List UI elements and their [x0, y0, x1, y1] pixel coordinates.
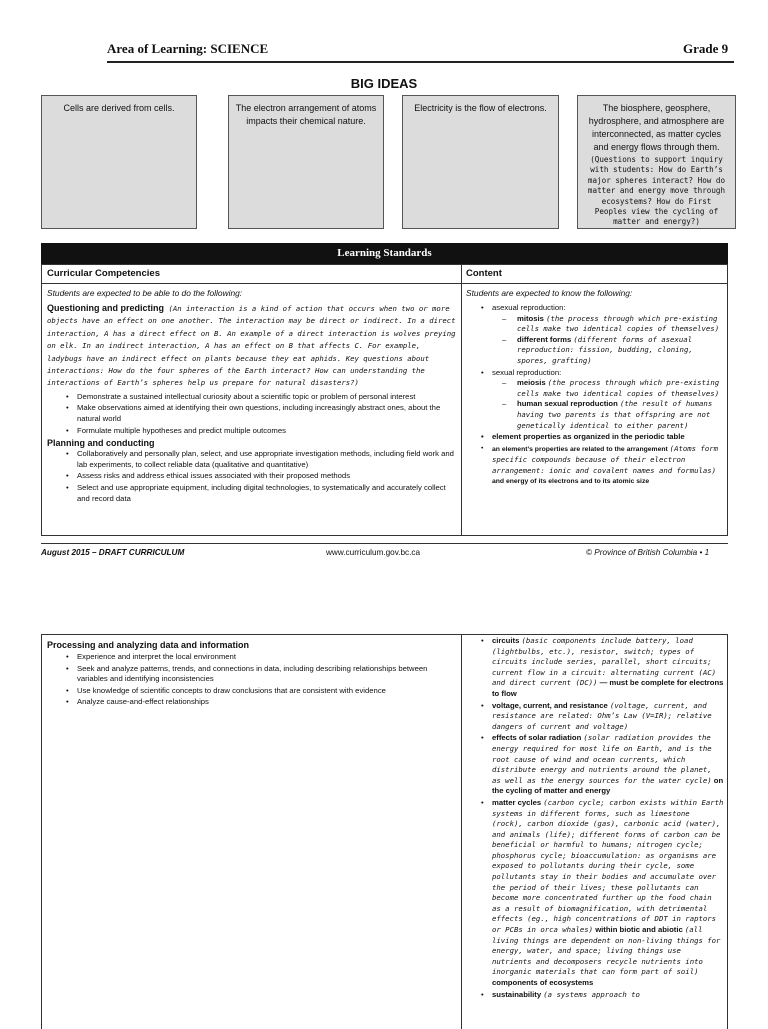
list-item: [478, 368, 724, 432]
biotic-note: (all living things are dependent on non-living things for energy, water, and space; living things use nutrients and decomposers recycle nutrients into inorganic materials that can form part of soil): [492, 925, 721, 977]
arrangement-label: an element’s properties are related to the arrangement: [492, 445, 668, 453]
competencies-column: [47, 288, 457, 505]
sub-item: – mitosis (the process through which pre-existing cells make two identical copies of themselves): [502, 313, 720, 334]
processing-heading: Processing and analyzing data and information: [47, 640, 250, 650]
components-label: components of ecosystems: [492, 978, 594, 987]
list-item: • Analyze cause-and-effect relationships: [63, 697, 457, 708]
big-idea-card: [228, 95, 384, 229]
human-reproduction-note: (the result of humans having two parents is that offspring are not genetically identical to either parent): [517, 399, 713, 430]
arrangement-tail: and energy of its electrons and to its atomic size: [492, 477, 650, 485]
content-heading: Content: [466, 268, 502, 279]
footer-website-link[interactable]: www.curriculum.gov.bc.ca: [326, 548, 421, 557]
footer-draft: August 2015 – DRAFT CURRICULUM: [41, 548, 185, 557]
arrangement-note: (Atoms form specific compounds because of their electron arrangement: ionic and covalent names and formulas): [492, 443, 718, 475]
circuits-tail: — must be complete for electrons to flow: [492, 678, 724, 698]
list-item: [478, 733, 724, 797]
learning-standards-header: Learning Standards: [41, 243, 728, 264]
sustainability-note: (a systems approach to: [543, 989, 640, 999]
list-item: [478, 636, 724, 700]
column-divider: [461, 264, 462, 536]
list-item: • Select and use appropriate equipment, including digital technologies, to systematically and accurately collect and record data: [63, 483, 457, 504]
list-item: • Formulate multiple hypotheses and predict multiple outcomes: [63, 426, 457, 437]
content-list: [466, 303, 724, 487]
solar-tail: on the cycling of matter and energy: [492, 775, 724, 796]
processing-column: [47, 640, 457, 709]
big-idea-text: Cells are derived from cells.: [63, 103, 175, 113]
big-idea-text: The biosphere, geosphere, hydrosphere, and atmosphere are interconnected, as matter cycles and energy flows through them.: [588, 103, 725, 152]
copyright-text: © Province of British Columbia: [586, 548, 698, 557]
questioning-list: [47, 392, 457, 436]
voltage-note: (voltage, current, and resistance are related: Ohm’s Law (V=IR); relative dangers of current and voltage): [492, 700, 712, 731]
planning-heading: Planning and conducting: [47, 438, 155, 449]
list-item: • Demonstrate a sustained intellectual curiosity about a scientific topic or problem of personal interest: [63, 392, 457, 403]
list-item: [478, 701, 724, 733]
big-idea-card: [577, 95, 736, 229]
big-idea-text: Electricity is the flow of electrons.: [414, 103, 547, 113]
circuits-note: (basic components include battery, load (lightbulbs, etc.), resistor, switch; types of circuits include series, parallel, short circuits; current flow in a circuit: alternating current (AC) and direct current (DC)): [492, 636, 717, 688]
mitosis-label: mitosis: [517, 313, 544, 323]
meiosis-label: meiosis: [517, 378, 546, 388]
footer-rule: [41, 543, 728, 544]
list-item: • Use knowledge of scientific concepts to draw conclusions that are consistent with evidence: [63, 686, 457, 697]
big-idea-card: [402, 95, 559, 229]
sub-item: – meiosis (the process through which pre-existing cells make two identical copies of themselves): [502, 378, 720, 398]
list-item: • Experience and interpret the local environment: [63, 652, 457, 663]
page2-content-list: [466, 636, 724, 1000]
human-reproduction-label: human sexual reproduction: [517, 399, 618, 409]
sub-item: – human sexual reproduction (the result of humans having two parents is that offspring are not genetically identical to either parent): [502, 399, 713, 430]
header-rule: [107, 61, 734, 63]
sub-item: – different forms (different forms of asexual reproduction: fission, budding, cloning, spores, grafting): [502, 334, 693, 365]
matter-cycles-tail: within biotic and abiotic: [595, 925, 683, 935]
page2-column-divider: [461, 634, 462, 1029]
competencies-intro: Students are expected to be able to do the following:: [47, 288, 243, 298]
matter-cycles-label: matter cycles: [492, 797, 542, 807]
solar-note: (solar radiation provides the energy required for most life on Earth, and is the root cause of wind and ocean currents, which distribute energy and nutrients around the planet, as well as the energy sources for the water cycle): [492, 733, 712, 785]
row-divider: [41, 283, 728, 284]
different-forms-label: different forms: [517, 334, 572, 344]
big-idea-card: [41, 95, 197, 229]
list-item: • Collaboratively and personally plan, select, and use appropriate investigation methods, including field work and lab experiments, to collect reliable data (qualitative and quantitative): [63, 449, 457, 470]
list-item: • Seek and analyze patterns, trends, and connections in data, including describing relationships between variables and identifying inconsistencies: [63, 664, 457, 685]
sustainability-label: sustainability: [492, 989, 542, 999]
matter-cycles-note: (carbon cycle; carbon exists within Earth systems in different forms, such as limestone (rock), carbon dioxide (gas), carbonic acid (water), and animals (life); different forms of carbon can be beneficial or harmful to humans; nitrogen cycle; phosphorus cycle; bioaccumulation: as organisms are exposed to pollutants during their cycle, some pollutants stay in their bodies and accumulate over the period of their lives; these pollutants can become more concentrated further up the food chain as a result of biomagnification, with detrimental effects (eg., high concentrations of DDT in raptors or PCBs in orca whales): [492, 797, 724, 935]
big-idea-text: The electron arrangement of atoms impacts their chemical nature.: [235, 103, 377, 126]
sexual-label: sexual reproduction:: [492, 367, 562, 377]
list-item: • Make observations aimed at identifying their own questions, including increasingly abstract ones, about the natural world: [63, 403, 457, 424]
big-idea-questions: (Questions to support inquiry with students: How do Earth’s major spheres interact? How do matter and energy move through ecosystems? How do First Peoples view the cycling of matter and energy?): [587, 155, 726, 227]
list-item: [478, 444, 724, 487]
curricular-competencies-heading: Curricular Competencies: [47, 268, 160, 279]
different-forms-note: (different forms of asexual reproduction: fission, budding, cloning, spores, grafting): [517, 334, 693, 365]
list-item: [478, 990, 724, 1001]
circuits-label: circuits: [492, 636, 520, 645]
page-number: 1: [704, 548, 710, 557]
content-column: [466, 288, 724, 488]
big-ideas-title: BIG IDEAS: [350, 76, 418, 91]
voltage-label: voltage, current, and resistance: [492, 700, 608, 710]
list-item: • element properties as organized in the periodic table: [478, 432, 724, 443]
asexual-label: asexual reproduction:: [492, 303, 566, 312]
questioning-heading: Questioning and predicting: [47, 303, 164, 313]
interaction-note: (An interaction is a kind of action that occurs when two or more objects have an effect on one another. The interaction may be direct or indirect. In a direct interaction, A has a direct effect on B. An example of a direct interaction is wolves preying on elk. In an indirect interaction, A has an effect on B that affects C. For example, ladybugs have an indirect effect on plants because they eat aphids. Key questions about interactions: How do the four spheres of the Earth interact? How can understanding the interactions of Earth’s spheres help us prepare for natural disasters?): [47, 304, 456, 388]
list-item: • Assess risks and address ethical issues associated with their proposed methods: [63, 471, 457, 482]
footer-copyright: © Province of British Columbia • 1: [586, 548, 710, 557]
grade-label: Grade 9: [683, 41, 729, 56]
mitosis-note: (the process through which pre-existing cells make two identical copies of themselves): [517, 313, 720, 334]
content-intro: Students are expected to know the following:: [466, 288, 633, 298]
area-of-learning-title: Area of Learning: SCIENCE: [107, 41, 269, 56]
meiosis-note: (the process through which pre-existing cells make two identical copies of themselves): [517, 378, 720, 398]
list-item: [478, 798, 724, 989]
solar-label: effects of solar radiation: [492, 733, 582, 743]
page2-content-column: [466, 636, 724, 1024]
planning-list: [47, 449, 457, 504]
processing-list: [47, 652, 457, 708]
list-item: [478, 303, 724, 367]
